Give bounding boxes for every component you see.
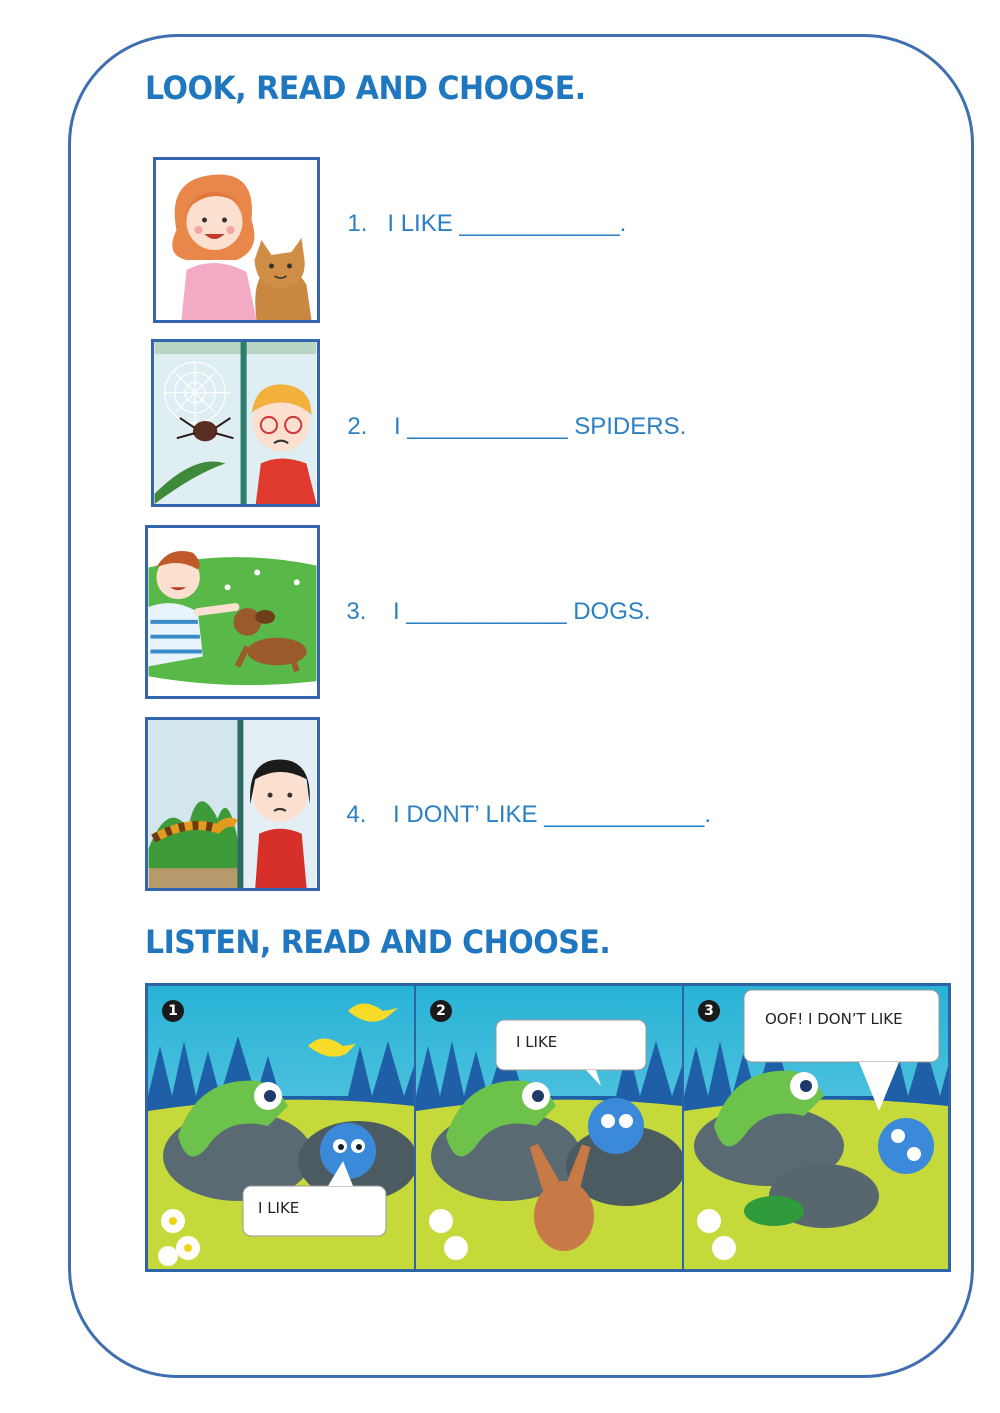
panel-1-speech-bubble: I LIKE [258, 1199, 300, 1217]
panel-3-number: 3 [698, 1000, 720, 1022]
picture-girl-cat [153, 157, 320, 323]
picture-girl-snake [145, 717, 320, 891]
panel-1-number: 1 [162, 1000, 184, 1022]
question-2 [334, 385, 686, 441]
section1-heading: LOOK, READ AND CHOOSE. [145, 70, 586, 108]
question-text: I LIKE ____________. [387, 210, 627, 237]
question-number: 4. [346, 801, 367, 828]
question-4 [333, 773, 711, 829]
question-text: I ____________ SPIDERS. [394, 413, 687, 440]
boy-spider-illustration [154, 342, 317, 504]
question-text: I DONT’ LIKE ____________. [393, 801, 712, 828]
comic-illustration [148, 986, 948, 1269]
panel-3-speech-bubble: OOF! I DON’T LIKE [765, 1010, 903, 1028]
question-number: 1. [347, 210, 368, 237]
comic-strip [145, 983, 951, 1272]
panel-2-speech-bubble: I LIKE [516, 1033, 558, 1051]
question-3 [333, 570, 651, 626]
picture-boy-dog [145, 525, 320, 699]
picture-boy-spider [151, 339, 320, 507]
boy-dog-illustration [148, 528, 317, 696]
question-number: 2. [347, 413, 368, 440]
question-number: 3. [346, 598, 367, 625]
panel-2-number: 2 [430, 1000, 452, 1022]
girl-snake-illustration [148, 720, 317, 888]
section2-heading: LISTEN, READ AND CHOOSE. [145, 924, 611, 962]
question-text: I ____________ DOGS. [393, 598, 651, 625]
question-1 [334, 182, 626, 238]
girl-cat-illustration [156, 160, 317, 320]
